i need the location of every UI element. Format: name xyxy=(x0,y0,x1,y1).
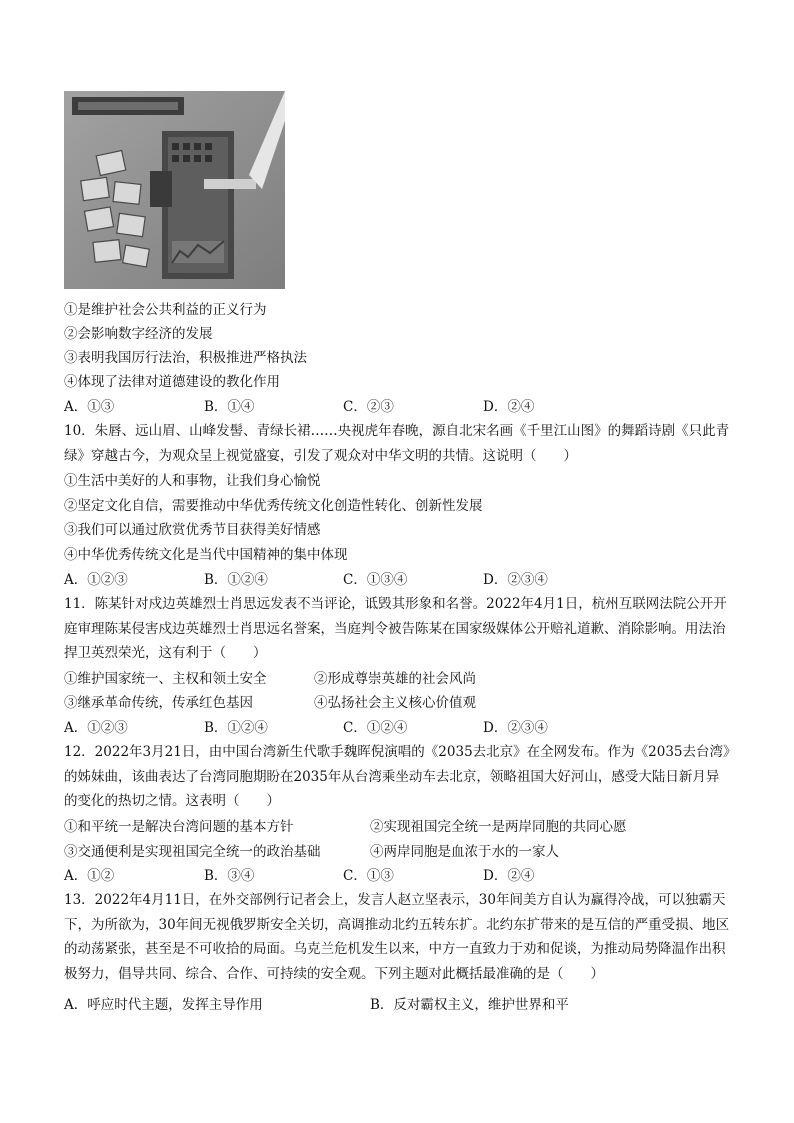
q11-item-2: ②形成尊崇英雄的社会风尚 xyxy=(314,671,476,687)
q12-stem: 12．2022年3月21日，由中国台湾新生代歌手魏晖倪演唱的《2035去北京》在全网发布。作为《2035去台湾》的姊妹曲，该曲表达了台湾同胞期盼在2035年从台湾乘坐动车去北京，领略祖国大好河山，感受大陆日新月异的变化的热切之情。这表明（ ） xyxy=(64,744,730,809)
q9-option-c[interactable]: C．②③ xyxy=(343,399,394,415)
q13-option-a[interactable]: A．呼应时代主题，发挥主导作用 xyxy=(64,997,263,1013)
q10-option-d[interactable]: D．②③④ xyxy=(483,572,548,588)
question-photo xyxy=(64,91,285,289)
q10-option-b[interactable]: B．①②④ xyxy=(204,572,268,588)
q9-item-1: ①是维护社会公共利益的正义行为 xyxy=(64,302,267,318)
q12-option-a[interactable]: A．①② xyxy=(64,868,115,884)
photo-illustration xyxy=(64,91,285,289)
q13-stem: 13．2022年4月11日，在外交部例行记者会上，发言人赵立坚表示，30年间美方自认为赢得冷战，可以独霸天下，为所欲为，30年间无视俄罗斯安全关切，高调推动北约五转东扩。北约东扩带来的是互信的严重受损、地区的动荡紧张，甚至是不可收拾的局面。乌克兰危机发生以来，中方一直致力于劝和促谈，为推动局势降温作出积极努力，倡导共同、综合、合作、可持续的安全观。下列主题对此概括最准确的是（ ） xyxy=(64,892,730,982)
q11-option-a[interactable]: A．①②③ xyxy=(64,720,128,736)
q11-item-1: ①维护国家统一、主权和领土安全 xyxy=(64,671,267,687)
q11-item-4: ④弘扬社会主义核心价值观 xyxy=(314,695,476,711)
q11-stem: 11．陈某针对戍边英雄烈士肖思远发表不当评论，诋毁其形象和名誉。2022年4月1日，杭州互联网法院公开开庭审理陈某侵害戍边英雄烈士肖思远名誉案，当庭判令被告陈某在国家级媒体公开赔礼道歉、消除影响。用法治捍卫英烈荣光，这有利于（ ） xyxy=(64,596,727,661)
q11-item-3: ③继承革命传统，传承红色基因 xyxy=(64,695,253,711)
q10-item-3: ③我们可以通过欣赏优秀节目获得美好情感 xyxy=(64,522,321,538)
q11-option-b[interactable]: B．①②④ xyxy=(204,720,268,736)
q12-option-c[interactable]: C．①③ xyxy=(343,868,394,884)
q12-item-4: ④两岸同胞是血浓于水的一家人 xyxy=(370,844,559,860)
q12-option-b[interactable]: B．③④ xyxy=(204,868,255,884)
q12-item-2: ②实现祖国完全统一是两岸同胞的共同心愿 xyxy=(370,819,627,835)
q12-item-1: ①和平统一是解决台湾问题的基本方针 xyxy=(64,819,294,835)
q10-item-2: ②坚定文化自信，需要推动中华优秀传统文化创造性转化、创新性发展 xyxy=(64,498,483,514)
q9-item-3: ③表明我国厉行法治，积极推进严格执法 xyxy=(64,350,307,366)
q10-item-1: ①生活中美好的人和事物，让我们身心愉悦 xyxy=(64,473,321,489)
q10-item-4: ④中华优秀传统文化是当代中国精神的集中体现 xyxy=(64,547,348,563)
q10-option-a[interactable]: A．①②③ xyxy=(64,572,128,588)
q10-option-c[interactable]: C．①③④ xyxy=(343,572,408,588)
q9-option-d[interactable]: D．②④ xyxy=(483,399,535,415)
q11-option-c[interactable]: C．①②④ xyxy=(343,720,408,736)
q9-item-2: ②会影响数字经济的发展 xyxy=(64,326,213,342)
q9-item-4: ④体现了法律对道德建设的教化作用 xyxy=(64,374,280,390)
q12-item-3: ③交通便利是实现祖国完全统一的政治基础 xyxy=(64,844,321,860)
q13-option-b[interactable]: B．反对霸权主义，维护世界和平 xyxy=(370,997,569,1013)
q9-option-a[interactable]: A．①③ xyxy=(64,399,115,415)
q10-stem: 10．朱唇、远山眉、山峰发髻、青绿长裙……央视虎年春晚，源自北宋名画《千里江山图》的舞蹈诗剧《只此青绿》穿越古今，为观众呈上视觉盛宴，引发了观众对中华文明的共情。这说明（ ） xyxy=(64,423,730,464)
q9-option-b[interactable]: B．①④ xyxy=(204,399,255,415)
q11-option-d[interactable]: D．②③④ xyxy=(483,720,548,736)
q12-option-d[interactable]: D．②④ xyxy=(483,868,535,884)
